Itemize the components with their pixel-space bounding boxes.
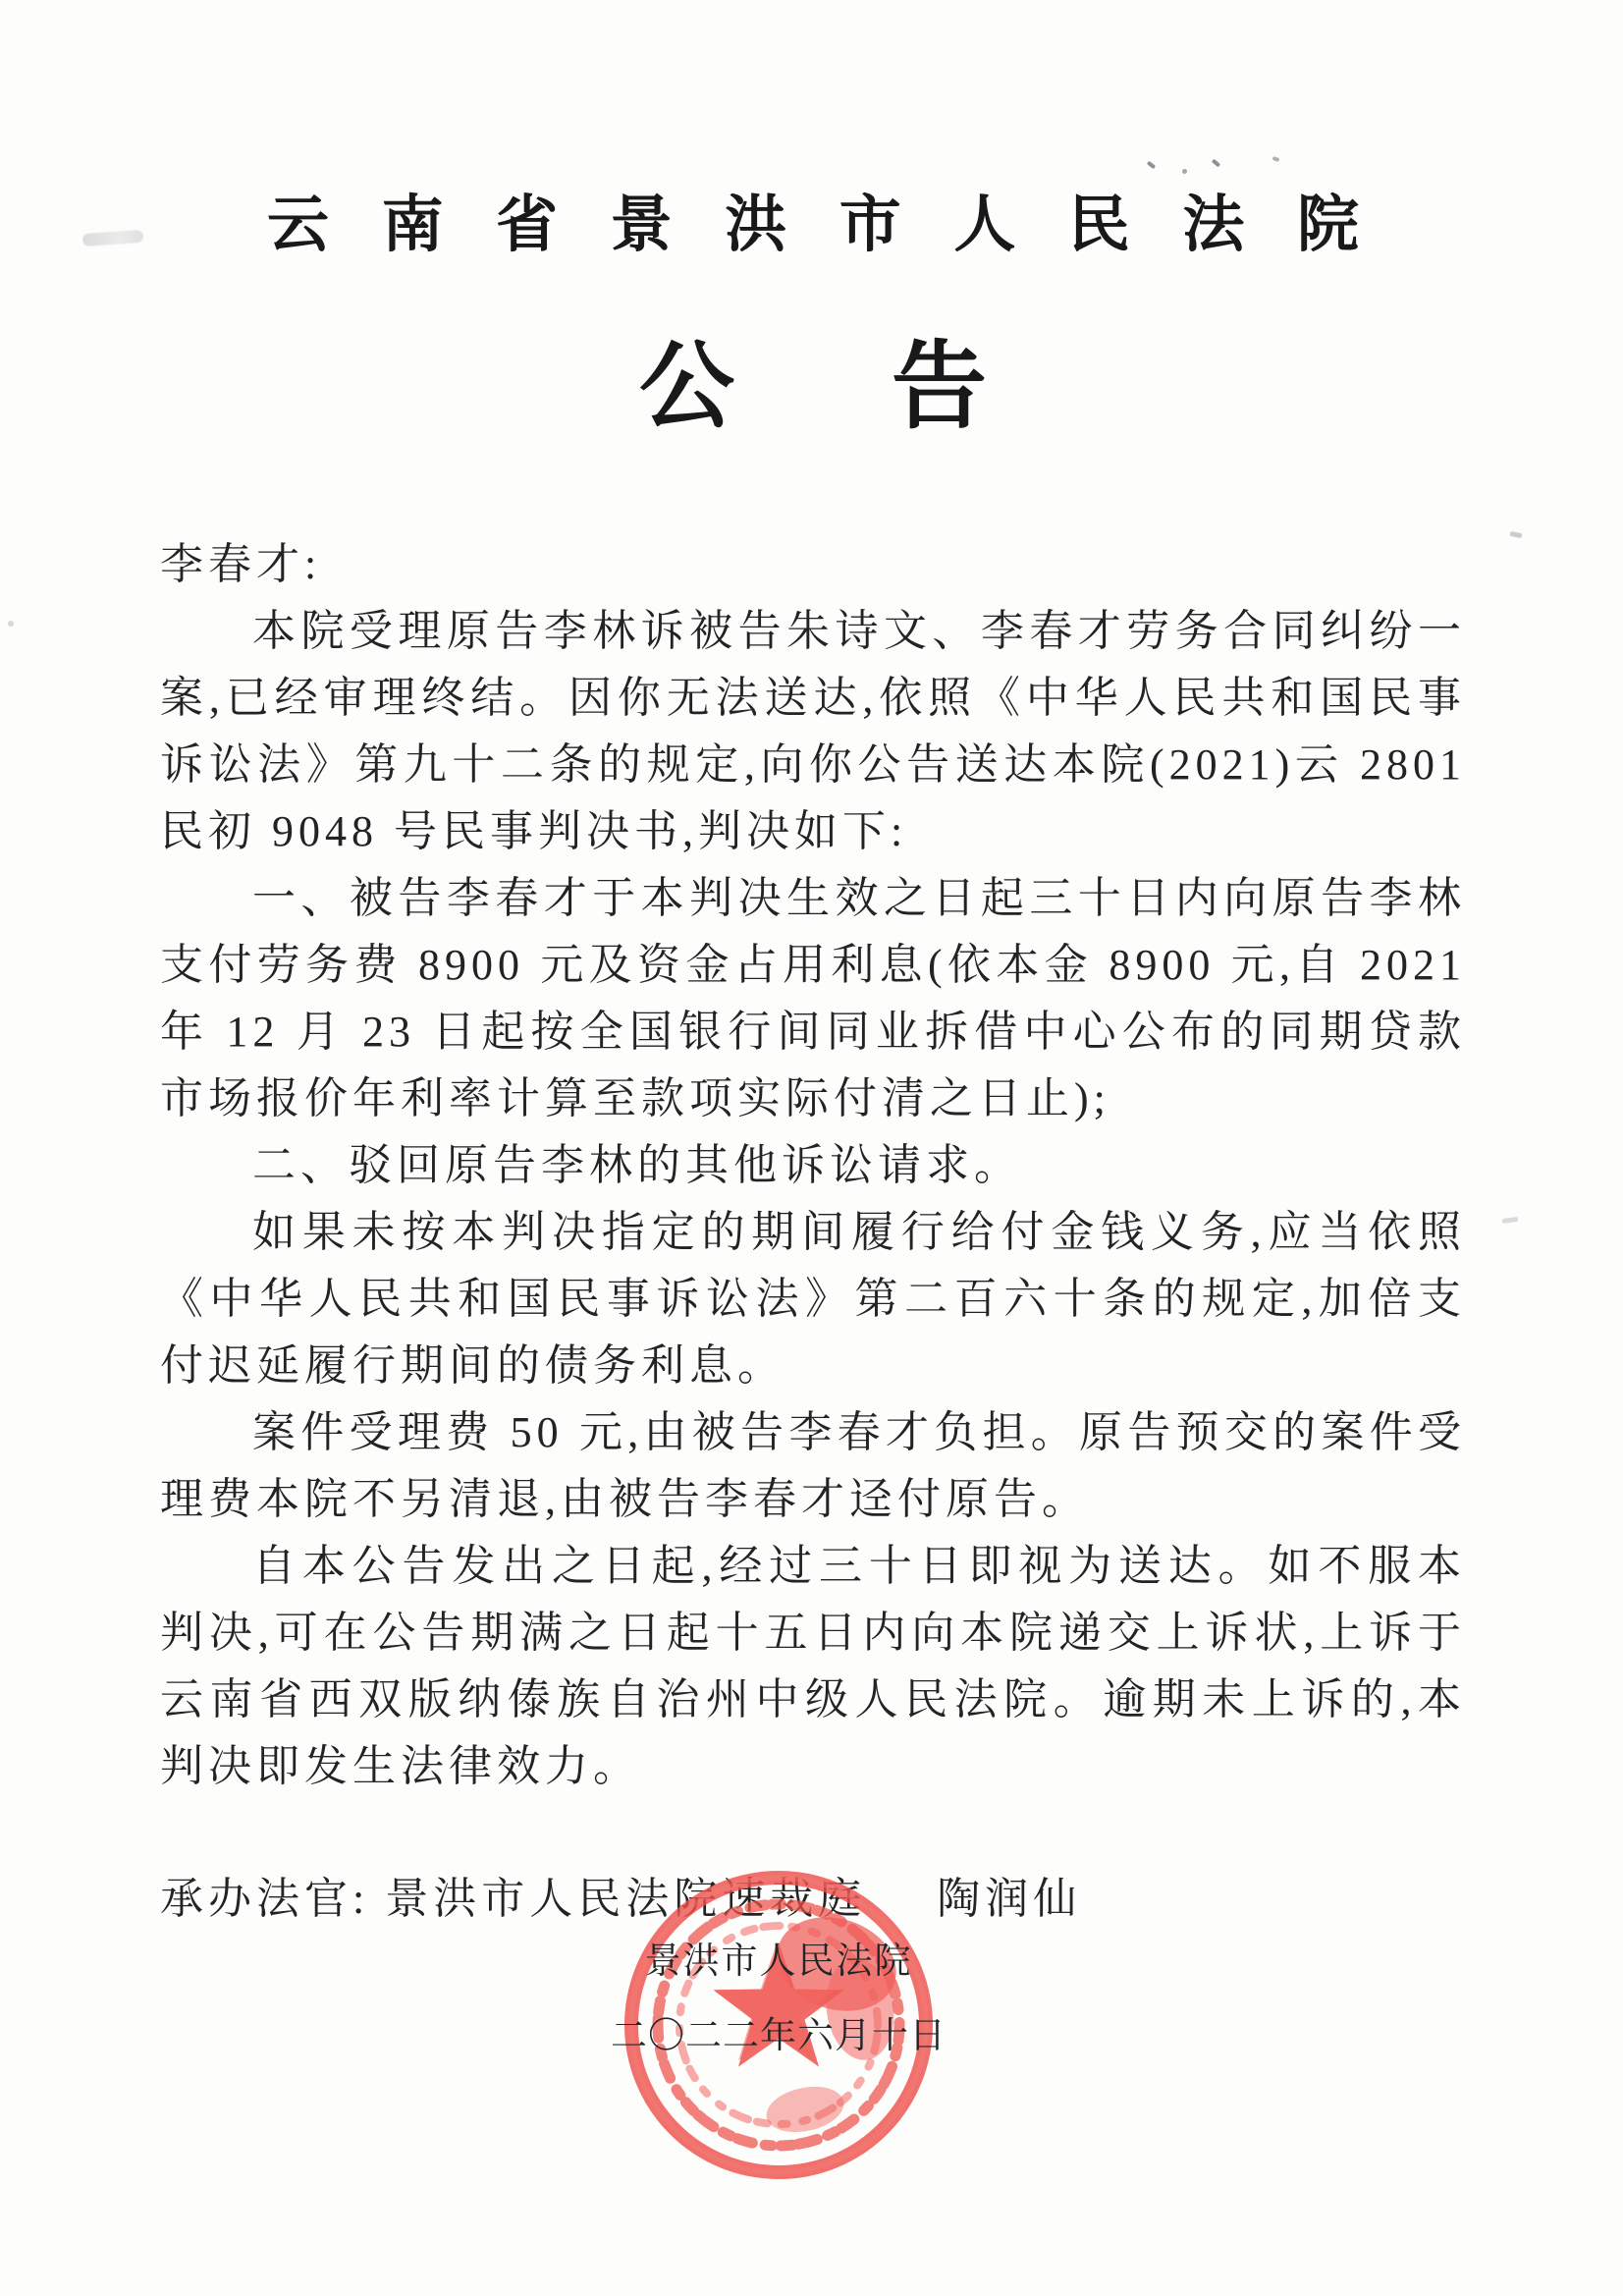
judge-name: 陶润仙 bbox=[937, 1875, 1082, 1923]
scan-artifact bbox=[1510, 531, 1523, 538]
document-content bbox=[160, 0, 1466, 1926]
judge-label: 承办法官: bbox=[160, 1875, 370, 1923]
notice-paragraph: 一、被告李春才于本判决生效之日起三十日内向原告李林支付劳务费 8900 元及资金占用利息(依本金 8900 元,自 2021 年 12 月 23 日起按全国银行间同业拆借中心公布的同期贷款市场报价年利率计算至款项实际付清之日止); bbox=[160, 874, 1466, 1122]
recipient-line: 李春才: bbox=[160, 540, 322, 588]
signature-date: 二〇二二年六月十日 bbox=[611, 2016, 947, 2056]
court-title: 云南省景洪市人民法院 bbox=[267, 191, 1412, 259]
notice-heading: 公告 bbox=[638, 333, 1145, 440]
notice-paragraph: 本院受理原告李林诉被告朱诗文、李春才劳务合同纠纷一案,已经审理终结。因你无法送达,依照《中华人民共和国民事诉讼法》第九十二条的规定,向你公告送达本院(2021)云 2801 民初 9048 号民事判决书,判决如下: bbox=[160, 607, 1466, 855]
notice-paragraph: 二、驳回原告李林的其他诉讼请求。 bbox=[252, 1141, 1022, 1189]
judge-court: 景洪市人民法院速裁庭 bbox=[385, 1875, 867, 1923]
notice-body bbox=[160, 531, 1466, 1800]
scan-artifact bbox=[8, 621, 14, 627]
scan-artifact bbox=[82, 230, 144, 246]
notice-paragraph: 自本公告发出之日起,经过三十日即视为送达。如不服本判决,可在公告期满之日起十五日内向本院递交上诉状,上诉于云南省西双版纳傣族自治州中级人民法院。逾期未上诉的,本判决即发生法律效力。 bbox=[160, 1542, 1466, 1790]
notice-paragraph: 如果未按本判决指定的期间履行给付金钱义务,应当依照《中华人民共和国民事诉讼法》第二百六十条的规定,加倍支付迟延履行期间的债务利息。 bbox=[160, 1208, 1466, 1390]
signature-court-name: 景洪市人民法院 bbox=[644, 1941, 913, 1982]
scan-artifact bbox=[1502, 1217, 1519, 1224]
notice-paragraph: 案件受理费 50 元,由被告李春才负担。原告预交的案件受理费本院不另清退,由被告李春才迳付原告。 bbox=[160, 1408, 1466, 1523]
